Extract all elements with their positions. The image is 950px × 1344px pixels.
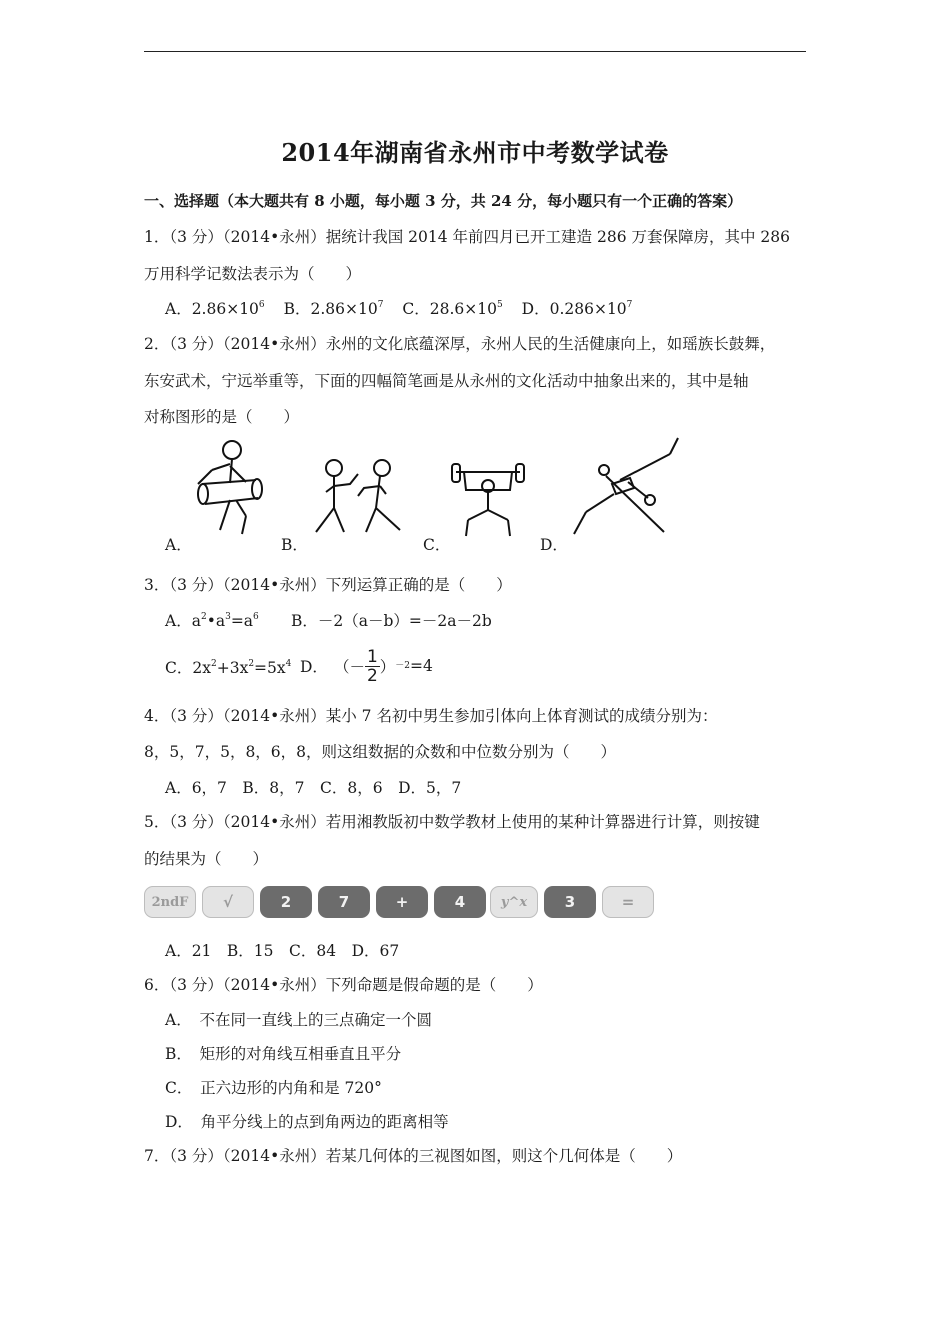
question-6-line-1: 6．（3 分）（2014•永州）下列命题是假命题的是（ ）: [144, 976, 543, 994]
q4-options: A．6，7 B．8，7 C．8，6 D．5，7: [165, 779, 462, 797]
q2-option-a: A．: [165, 536, 192, 554]
key-7: 7: [318, 886, 370, 918]
q3-option-a: A．$a^2•a^3=a^6$: [165, 612, 259, 630]
q6-option-a: A． 不在同一直线上的三点确定一个圆: [165, 1011, 432, 1029]
q1-option-a: A．$2.86\times 10^6$: [165, 300, 265, 318]
key-equals: =: [602, 886, 654, 918]
q1-option-d: D．$0.286\times 10^7$: [521, 300, 633, 318]
figure-a-drummer: [190, 438, 270, 538]
question-3-line-1: 3．（3 分）（2014•永州）下列运算正确的是（ ）: [144, 576, 512, 594]
figure-c-weightlifter: [448, 456, 528, 540]
figure-b-martial-arts: [306, 452, 406, 538]
page-title: 2014年湖南省永州市中考数学试卷: [281, 138, 669, 167]
question-1-options: [165, 297, 632, 319]
question-2-line-1: 2．（3 分）（2014•永州）永州的文化底蕴深厚，永州人民的生活健康向上，如瑶族长鼓舞，: [144, 335, 776, 353]
key-power: y^x: [490, 886, 538, 918]
header-rule: [144, 51, 806, 52]
question-4-line-2: 8，5，7，5，8，6，8，则这组数据的众数和中位数分别为（ ）: [144, 743, 617, 761]
key-2ndf: 2ndF: [144, 886, 196, 918]
question-2-line-2: 东安武术，宁远举重等，下面的四幅简笔画是从永州的文化活动中抽象出来的，其中是轴: [144, 372, 749, 390]
q6-option-d: D． 角平分线上的点到角两边的距离相等: [165, 1113, 449, 1131]
question-4-line-1: 4．（3 分）（2014•永州）某小 7 名初中男生参加引体向上体育测试的成绩分别为：: [144, 707, 718, 725]
key-2: 2: [260, 886, 312, 918]
q2-option-b: B．: [281, 536, 308, 554]
q3-option-c: C．$2x^2+3x^2=5x^4$: [165, 659, 292, 677]
q1-option-b: B．$2.86\times 10^7$: [283, 300, 384, 318]
q3-option-d: D． （－ $\frac{1}{2}$ ） －2 =4: [300, 646, 433, 686]
q3-option-b: B．－2（a－b）=－2a－2b: [291, 612, 492, 630]
fraction-one-half: $\frac{1}{2}$: [366, 646, 378, 686]
q2-option-d: D．: [540, 536, 568, 554]
q5-options: A．21 B．15 C．84 D．67: [165, 942, 400, 960]
question-5-line-1: 5．（3 分）（2014•永州）若用湘教版初中数学教材上使用的某种计算器进行计算，则按键: [144, 813, 760, 831]
question-1-line-2: 万用科学记数法表示为（ ）: [144, 265, 362, 283]
question-1-line-1: 1．（3 分）（2014•永州）据统计我国 2014 年前四月已开工建造 286 万套保障房，其中 286: [144, 228, 790, 246]
key-plus: +: [376, 886, 428, 918]
key-sqrt: √: [202, 886, 254, 918]
figure-d-climber: [570, 436, 680, 538]
question-7-line-1: 7．（3 分）（2014•永州）若某几何体的三视图如图，则这个几何体是（ ）: [144, 1147, 683, 1165]
q6-option-c: C． 正六边形的内角和是 720°: [165, 1079, 382, 1097]
key-4: 4: [434, 886, 486, 918]
q1-option-c: C．$28.6\times 10^5$: [402, 300, 503, 318]
question-2-line-3: 对称图形的是（ ）: [144, 408, 300, 426]
calculator-key-sequence: [144, 882, 654, 924]
q2-option-c: C．: [423, 536, 451, 554]
q6-option-b: B． 矩形的对角线互相垂直且平分: [165, 1045, 402, 1063]
section-heading: 一、选择题（本大题共有 8 小题，每小题 3 分，共 24 分，每小题只有一个正确的答案）: [144, 192, 743, 210]
key-3: 3: [544, 886, 596, 918]
question-5-line-2: 的结果为（ ）: [144, 850, 269, 868]
